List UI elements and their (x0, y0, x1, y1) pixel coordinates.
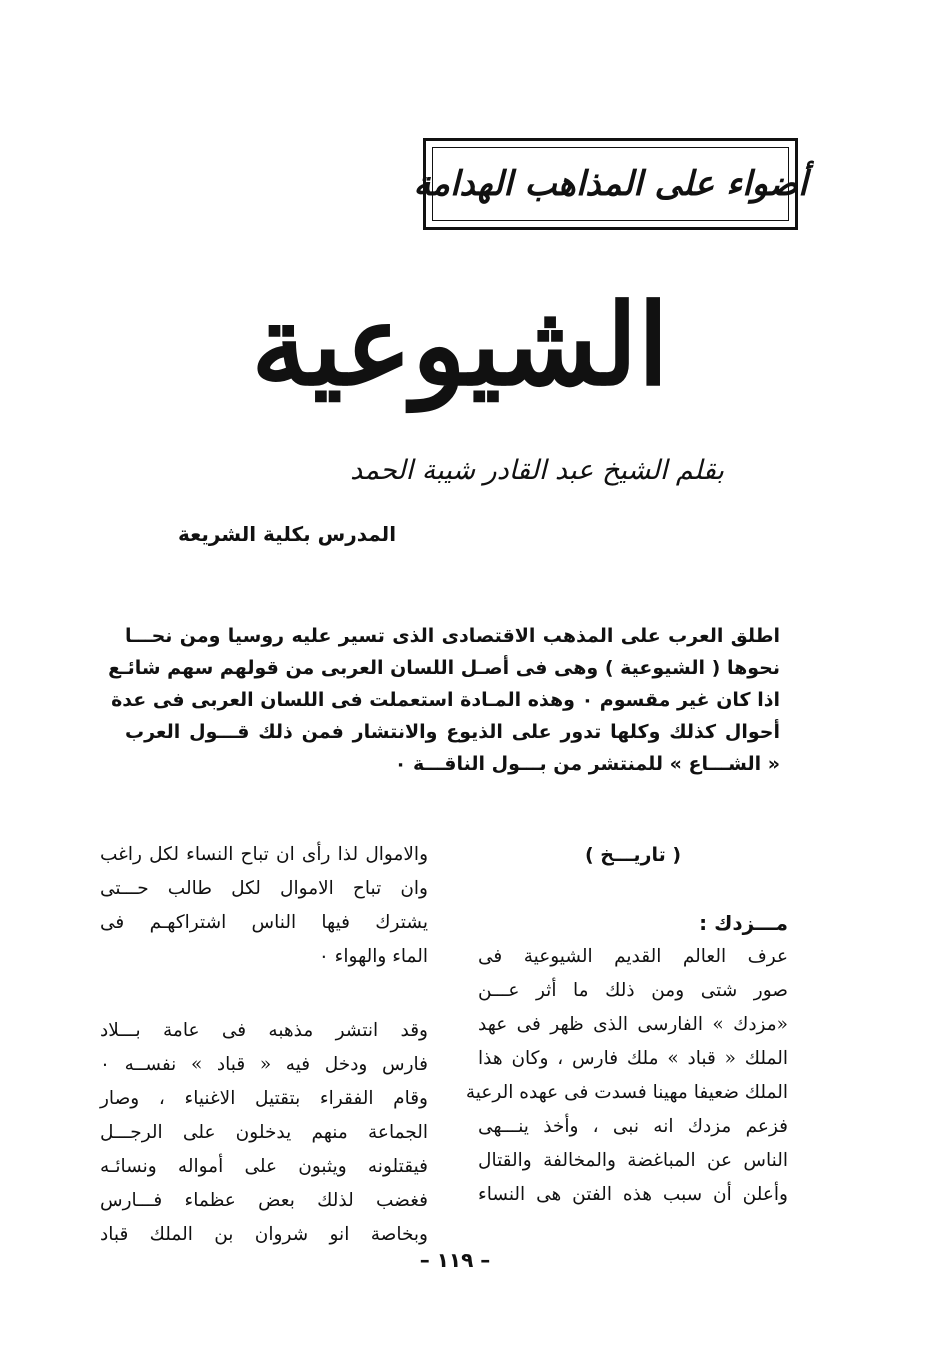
intro-line: نحوها ( الشيوعية ) وهى فى أصـل اللسان العربى من قولهم سهم شائـع (108, 657, 780, 679)
intro-line: « الشـــاع » للمنتشر من بـــول الناقـــة ٠ (394, 753, 780, 775)
column-line: فارس ودخل فيه « قباد » نفســه ٠ (100, 1054, 428, 1075)
column-line: وان تباح الاموال لكل طالب حـــتى (100, 878, 428, 899)
column-line: الناس عن المباغضة والمخالفة والقتال (478, 1150, 788, 1171)
section-heading: ( تاريـــخ ) (584, 844, 682, 866)
column-line: صور شتى ومن ذلك ما أثر عـــن (478, 980, 788, 1001)
column-line: يشترك فيها الناس اشتراكهـم فى (100, 912, 428, 933)
column-line: فيقتلونه ويثبون على أمواله ونسائـه (100, 1156, 428, 1177)
column-line: وبخاصة انو شروان بن الملك قباد (100, 1224, 428, 1245)
column-line: الملك « قباد » ملك فارس ، وكان هذا (478, 1048, 788, 1069)
article-title: الشيوعية (251, 279, 669, 411)
column-line: وأعلن أن سبب هذه الفتن هى النساء (478, 1184, 788, 1205)
author-name: بقلم الشيخ عبد القادر شيبة الحمد (350, 455, 724, 486)
subheading: مـــزدك : (699, 911, 788, 935)
left-column (100, 838, 428, 1252)
column-line: الماء والهواء ٠ (318, 946, 428, 967)
spacer (100, 974, 428, 1014)
series-title-box (413, 138, 808, 230)
series-title: أضواء على المذاهب الهدامة (413, 164, 808, 204)
intro-line: اطلق العرب على المذهب الاقتصادى الذى تسير عليه روسيا ومن نحـــا (125, 625, 780, 647)
right-column (465, 838, 788, 1212)
column-line: فزعم مزدك انه نبى ، وأخذ ينـــهى (478, 1116, 788, 1137)
spacer (478, 872, 788, 906)
series-title-frame (413, 147, 808, 221)
column-line: فغضب لذلك بعض عظماء فـــارس (100, 1190, 428, 1211)
column-line: الجماعة منهم يدخلون على الرجـــل (100, 1122, 428, 1143)
author-role: المدرس بكلية الشريعة (178, 522, 397, 546)
column-line: والاموال لذا رأى ان تباح النساء لكل راغب (100, 844, 428, 865)
intro-line: أحوال كذلك وكلها تدور على الذيوع والانتشار فمن ذلك قـــول العرب (125, 721, 780, 743)
intro-line: اذا كان غير مقسوم ٠ وهذه المـادة استعملت فى اللسان العربى فى عدة (111, 689, 780, 711)
column-line: عرف العالم القديم الشيوعية فى (478, 946, 788, 967)
column-line: «مزدك » الفارسى الذى ظهر فى عهد (478, 1014, 788, 1035)
page-number: – ١١٩ – (419, 1248, 491, 1272)
intro-paragraph (108, 620, 780, 780)
column-line: وقام الفقراء بتقتيل الاغنياء ، وصار (100, 1088, 428, 1109)
column-line: وقد انتشر مذهبه فى عامة بـــلاد (100, 1020, 428, 1041)
column-line: الملك ضعيفا مهينا فسدت فى عهده الرعية (465, 1082, 788, 1103)
